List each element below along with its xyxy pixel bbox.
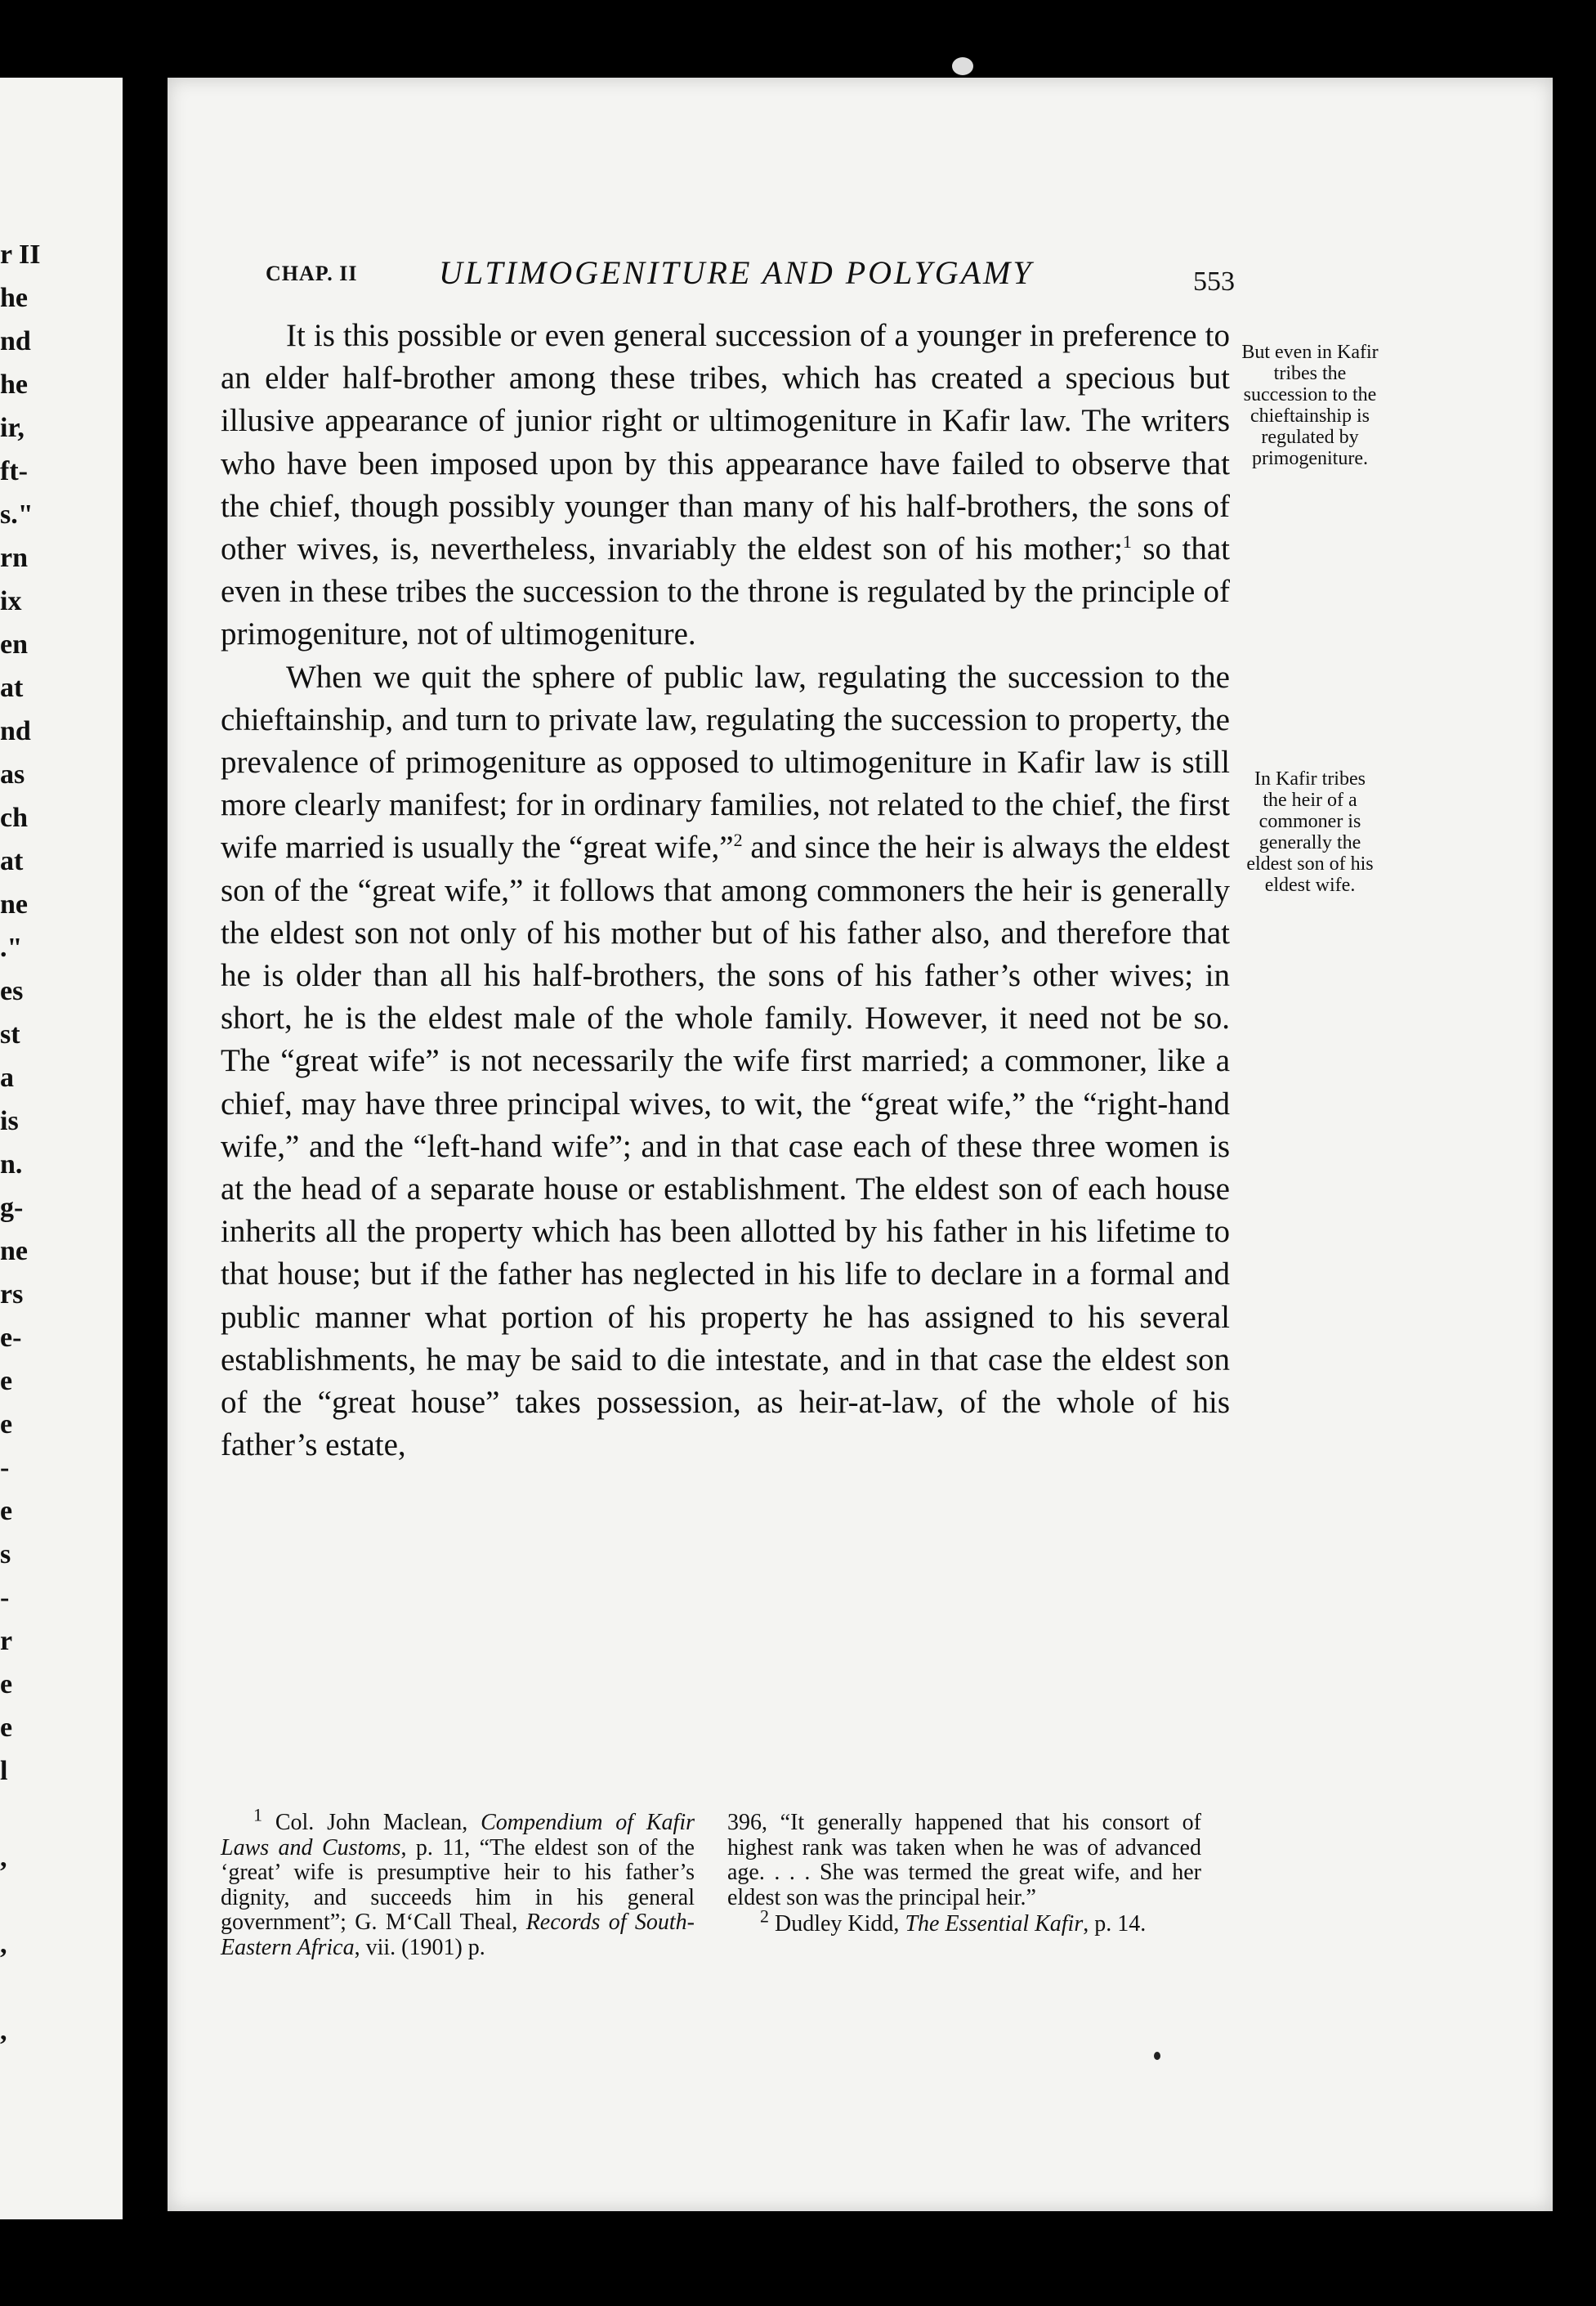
paragraph-1: It is this possible or even general succession of a younger in preference to an elder half-brother among these tribes, which has created a specious but illusive appearance of junior right or ultimogeniture in Kafir law. The writers who have been imposed upon by this appearance have failed to observe that the chief, though possibly younger than many of his half-brothers, the sons of other wives, is, nevertheless, invariably the eldest son of his mother;$^1$ so that even in these tribes the succession to the throne is regulated by the principle of primogeniture, not of ultimogeniture.: [221, 318, 1230, 652]
facing-page-fragment: rn: [0, 543, 28, 573]
footnote-ref-1: 1: [1122, 531, 1132, 553]
facing-page-fragment: ne: [0, 1236, 28, 1266]
footnotes: [221, 1804, 1209, 2040]
facing-page-fragment: g-: [0, 1193, 24, 1223]
facing-page-fragment: [0, 1879, 123, 1923]
facing-page-fragment: [0, 1793, 123, 1836]
facing-page-fragment: he: [0, 369, 28, 400]
footnote-column-right: [727, 1811, 1201, 1937]
running-title: ULTIMOGENITURE AND POLYGAMY: [439, 254, 1034, 291]
scan-speck: [1154, 2052, 1160, 2060]
facing-page-fragment: e: [0, 1409, 13, 1440]
facing-page-fragment: at: [0, 846, 24, 876]
facing-page-fragment: -: [0, 1583, 10, 1613]
facing-page-fragment: .": [0, 933, 23, 963]
facing-page-fragment: r II: [0, 240, 41, 270]
facing-page-fragment: nd: [0, 716, 31, 746]
facing-page-fragment: nd: [0, 326, 31, 356]
facing-page-fragment: ,: [0, 1929, 7, 1959]
facing-page-fragment: rs: [0, 1279, 24, 1310]
scan-speck: [952, 57, 973, 75]
facing-page-fragment: en: [0, 629, 28, 660]
facing-page-fragment: e-: [0, 1323, 22, 1353]
footnote-1-continued: 396, “It generally happened that his consort of highest rank was taken when he was of advanced age. . . . She was termed the great wife, and her eldest son was the principal heir.”: [727, 1810, 1201, 1910]
facing-page-fragment: r: [0, 1626, 13, 1656]
facing-page-fragment: n.: [0, 1149, 23, 1180]
facing-page-fragment: ir,: [0, 413, 25, 443]
facing-page-fragments: [0, 233, 123, 2053]
facing-page-fragment: ,: [0, 1843, 7, 1873]
facing-page-fragment: at: [0, 673, 24, 703]
facing-page-fragment: ,: [0, 2016, 7, 2046]
facing-page-fragment: s: [0, 1539, 11, 1569]
facing-page-fragment: -: [0, 1453, 10, 1483]
facing-page-fragment: l: [0, 1756, 8, 1786]
page-number: 553: [1193, 266, 1235, 297]
facing-page-fragment: ix: [0, 586, 22, 616]
chapter-label: CHAP. II: [266, 262, 358, 285]
footnote-ref-2: 2: [733, 830, 743, 851]
facing-page-fragment: s.": [0, 499, 34, 530]
facing-page-fragment: e: [0, 1713, 13, 1743]
facing-page-fragment: as: [0, 759, 25, 790]
facing-page-fragment: st: [0, 1019, 20, 1050]
facing-page-fragment: e: [0, 1669, 13, 1699]
running-head: [266, 253, 1246, 302]
footnote-1: $^1$ Col. John Maclean, Compendium of Kafir Laws and Customs, p. 11, “The eldest son of the ‘great’ wife is presumptive heir to his father’s dignity, and succeeds him in his general government”; G. M‘Call Theal, Records of South-Eastern Africa, vii. (1901) p.: [221, 1804, 695, 1960]
margin-note-2: In Kafir tribes the heir of a commoner is generally the eldest son of his eldest wife.: [1246, 768, 1374, 896]
facing-page-edge: [0, 78, 123, 2219]
paragraph-2: When we quit the sphere of public law, regulating the succession to the chieftainship, and turn to private law, regulating the succession to property, the prevalence of primogeniture as opposed to ultimogeniture in Kafir law is still more clearly manifest; for in ordinary families, not related to the chief, the first wife married is usually the “great wife,”$^2$ and since the heir is always the eldest son of the “great wife,” it follows that among commoners the heir is generally the eldest son not only of his mother but of his father also, and therefore that he is older than all his half-brothers, the sons of his father’s other wives; in short, he is the eldest male of the whole family. However, it need not be so. The “great wife” is not necessarily the wife first married; a commoner, like a chief, may have three principal wives, to wit, the “great wife,” the “right-hand wife,” and the “left-hand wife”; and in that case each of these three women is at the head of a separate house or establishment. The eldest son of each house inherits all the property which has been allotted by his father in his lifetime to that house; but if the father has neglected in his life to declare in a formal and public manner what portion of his property he has assigned to his several establishments, he may be said to die intestate, and in that case the eldest son of the “great house” takes possession, as heir-at-law, of the whole of his father’s estate,: [221, 659, 1230, 1463]
facing-page-fragment: a: [0, 1063, 14, 1093]
margin-note-1: But even in Kafir tribes the succession to the chieftainship is regulated by primogeniture.: [1241, 342, 1379, 469]
facing-page-fragment: [0, 1966, 123, 2009]
facing-page-fragment: e: [0, 1496, 13, 1526]
facing-page-fragment: ch: [0, 803, 28, 833]
facing-page-fragment: is: [0, 1106, 19, 1136]
footnote-2: $^2$ Dudley Kidd, The Essential Kafir, p. 14.: [760, 1905, 1147, 1937]
facing-page-fragment: es: [0, 976, 24, 1006]
facing-page-fragment: e: [0, 1366, 13, 1396]
facing-page-fragment: he: [0, 283, 28, 313]
facing-page-fragment: ne: [0, 889, 28, 920]
main-text: [221, 315, 1230, 1466]
facing-page-fragment: ft-: [0, 456, 28, 486]
